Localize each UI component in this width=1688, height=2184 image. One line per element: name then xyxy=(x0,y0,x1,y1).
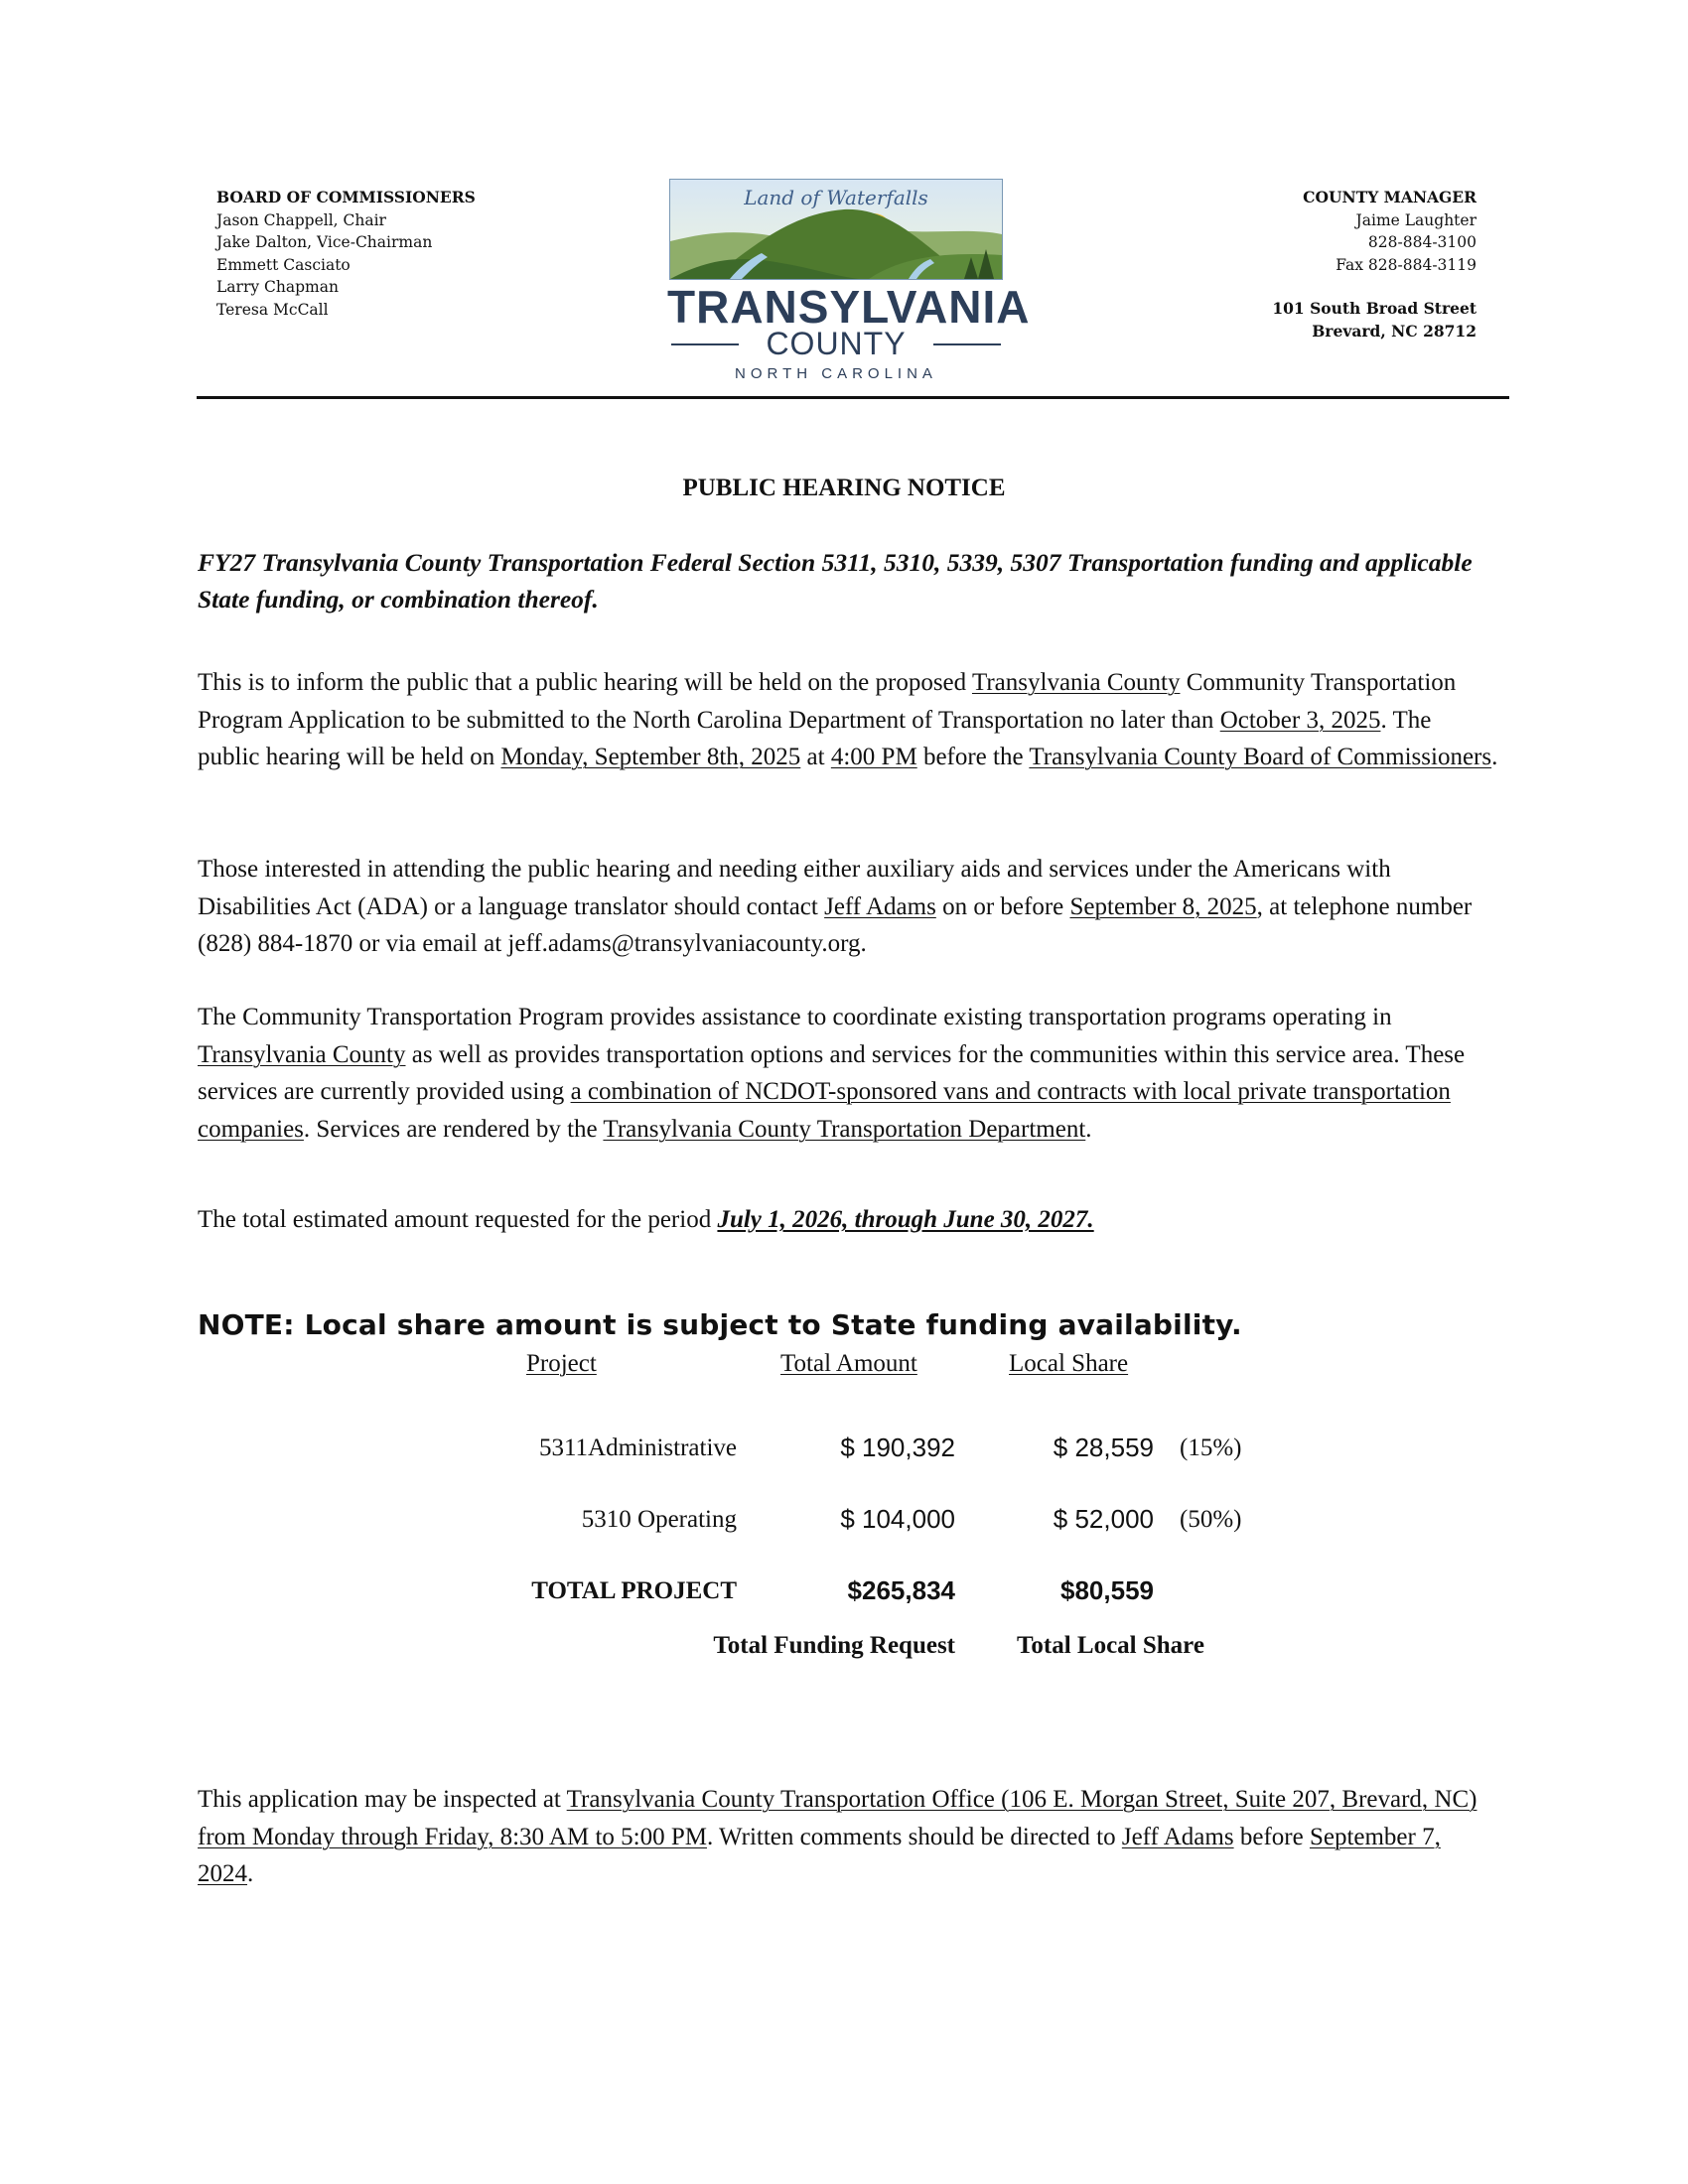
notice-title: PUBLIC HEARING NOTICE xyxy=(682,475,1006,501)
manager-heading: COUNTY MANAGER xyxy=(1303,188,1477,206)
text: on or before xyxy=(935,892,1070,920)
board-member: Emmett Casciato xyxy=(216,255,351,274)
funding-period: July 1, 2026, through June 30, 2027. xyxy=(717,1206,1094,1233)
text: before the xyxy=(916,744,1030,770)
table-row-project: 5310 Operating xyxy=(581,1506,737,1533)
county-manager xyxy=(1059,187,1477,342)
manager-city: Brevard, NC 28712 xyxy=(1312,321,1477,341)
ada-paragraph xyxy=(198,851,1498,963)
table-row-project: 5311Administrative xyxy=(538,1434,737,1461)
logo-divider xyxy=(933,343,1001,345)
text: Community Transportation Program Application to be submitted to the North Carolina Department of Transportation no later than xyxy=(198,669,1457,734)
header-text: Local Share xyxy=(1009,1350,1129,1377)
contact-name: Jeff Adams xyxy=(1121,1823,1234,1850)
hearing-paragraph xyxy=(198,664,1498,776)
underlined-text: Transylvania County xyxy=(198,1040,406,1068)
text: . The public hearing will be held on xyxy=(198,706,1432,770)
total-project-label: TOTAL PROJECT xyxy=(531,1577,737,1604)
inspection-paragraph xyxy=(198,1781,1498,1893)
table-row-total: $ 190,392 xyxy=(840,1433,955,1462)
table-row-total: $ 104,000 xyxy=(840,1504,955,1534)
text: . xyxy=(1491,744,1498,770)
table-header-total xyxy=(780,1350,917,1378)
text: . Written comments should be directed to xyxy=(706,1823,1122,1850)
board-member: Teresa McCall xyxy=(216,300,329,319)
county-logo xyxy=(667,177,1031,385)
underlined-text: Transylvania County Transportation Department xyxy=(603,1115,1086,1143)
underlined-text: a combination of NCDOT-sponsored vans and contracts with local private transportation companies xyxy=(198,1078,1451,1143)
text: Those interested in attending the public hearing and needing either auxiliary aids and services under the Americans with Disabilities Act (ADA) or a language translator should contact xyxy=(198,856,1391,920)
total-local-share-label: Total Local Share xyxy=(1017,1632,1204,1659)
text: The total estimated amount requested for the period xyxy=(198,1206,718,1233)
total-funding-request-label: Total Funding Request xyxy=(713,1632,955,1659)
table-header-local xyxy=(1009,1350,1128,1378)
text: The Community Transportation Program provides assistance to coordinate existing transportation programs operating in xyxy=(198,1004,1392,1030)
logo-county-row xyxy=(667,326,1005,361)
logo-tagline: Land of Waterfalls xyxy=(744,186,928,209)
total-local-share: $80,559 xyxy=(1060,1575,1154,1605)
text: before xyxy=(1233,1823,1310,1850)
manager-fax: Fax 828-884-3119 xyxy=(1336,255,1477,274)
text: , at telephone number (828) 884-1870 or via email at jeff.adams@transylvaniacounty.org. xyxy=(198,892,1473,957)
text: at xyxy=(800,744,831,770)
table-row-percent: (50%) xyxy=(1180,1506,1242,1533)
hearing-date: Monday, September 8th, 2025 xyxy=(500,744,801,770)
header-divider xyxy=(197,396,1509,399)
logo-title: TRANSYLVANIA xyxy=(667,281,1031,333)
underlined-text: Transylvania County xyxy=(971,669,1181,696)
manager-name: Jaime Laughter xyxy=(1355,210,1477,229)
table-row-local: $ 52,000 xyxy=(1053,1504,1154,1534)
header-text: Project xyxy=(526,1350,597,1377)
logo-county: COUNTY xyxy=(766,326,907,361)
manager-street: 101 South Broad Street xyxy=(1272,299,1477,318)
board-member: Larry Chapman xyxy=(216,278,339,296)
table-row-local: $ 28,559 xyxy=(1053,1433,1154,1462)
underlined-text: Transylvania County Board of Commissioners xyxy=(1029,744,1492,770)
text: as well as provides transportation options and services for the communities within this service area. These services are currently provided using xyxy=(198,1040,1466,1105)
table-header-project xyxy=(526,1350,597,1378)
program-paragraph xyxy=(198,999,1498,1148)
board-heading: BOARD OF COMMISSIONERS xyxy=(216,188,476,206)
office-location: Transylvania County Transportation Office (106 E. Morgan Street, Suite 207, Brevard, NC) from Monday through Friday, 8:30 AM to 5:00 PM xyxy=(198,1786,1477,1850)
mountain-waterfall-illustration xyxy=(669,179,1003,280)
deadline-date: October 3, 2025 xyxy=(1219,706,1381,734)
contact-name: Jeff Adams xyxy=(824,892,936,920)
board-of-commissioners xyxy=(216,187,633,321)
text: This application may be inspected at xyxy=(198,1786,567,1813)
text: . Services are rendered by the xyxy=(303,1115,604,1143)
contact-deadline: September 8, 2025 xyxy=(1069,892,1257,920)
hearing-time: 4:00 PM xyxy=(830,744,917,770)
logo-state: NORTH CAROLINA xyxy=(735,365,937,382)
table-row-percent: (15%) xyxy=(1180,1434,1242,1461)
text: . xyxy=(1085,1115,1092,1143)
manager-phone: 828-884-3100 xyxy=(1367,233,1477,251)
comment-deadline: September 7, 2024 xyxy=(198,1823,1441,1887)
period-paragraph xyxy=(198,1201,1498,1239)
header-text: Total Amount xyxy=(780,1350,917,1377)
notice-subtitle: FY27 Transylvania County Transportation Federal Section 5311, 5310, 5339, 5307 Transportation funding and applicable State funding, or combination thereof. xyxy=(198,548,1473,614)
board-member: Jason Chappell, Chair xyxy=(216,210,386,229)
text: . xyxy=(247,1860,254,1887)
total-amount: $265,834 xyxy=(847,1575,955,1605)
text: This is to inform the public that a public hearing will be held on the proposed xyxy=(198,669,972,696)
board-member: Jake Dalton, Vice-Chairman xyxy=(216,233,433,251)
funding-note: NOTE: Local share amount is subject to State funding availability. xyxy=(198,1308,1242,1341)
